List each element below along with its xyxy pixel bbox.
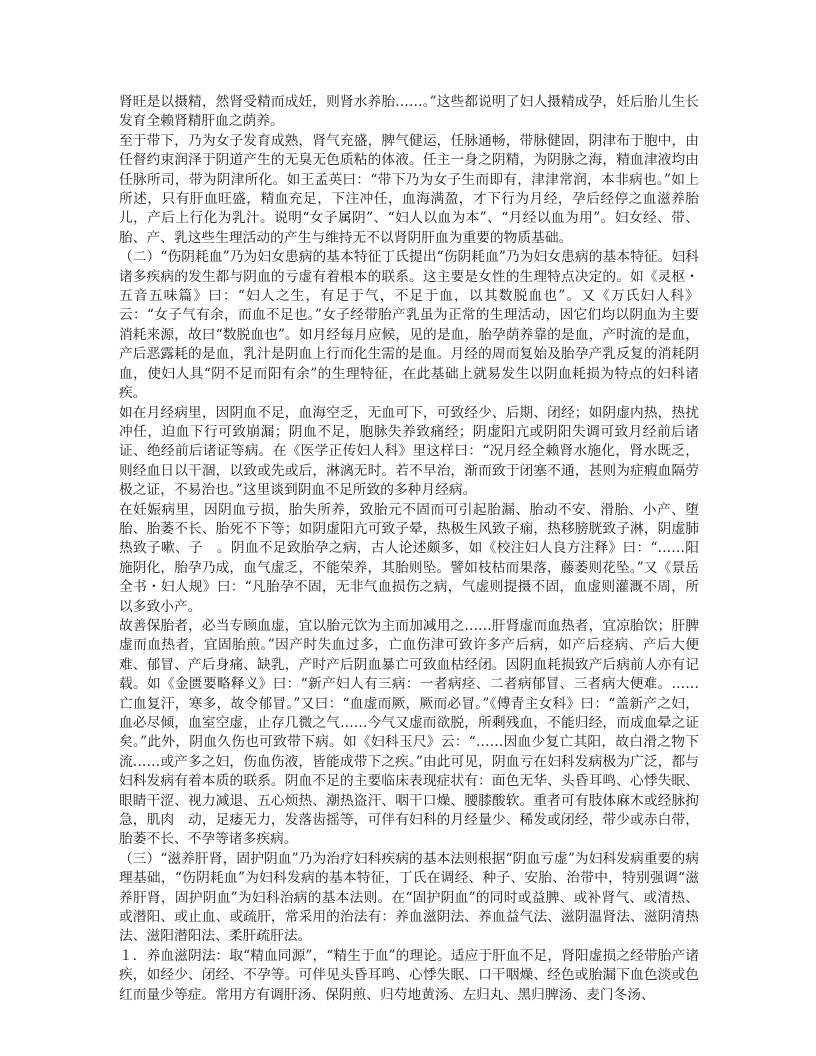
paragraph-8: １．养血滋阴法：取“精血同源”，“精生于血”的理论。适应于肝血不足，肾阳虚损之经带胎产诸疾，如经少、闭经、不孕等。可伴见头昏耳鸣、心悸失眠、口干咽燥、经色或胎漏下血色淡或色红而量少等症。常用方有调肝汤、保阴煎、归芍地黄汤、左归丸、黑归脾汤、麦门冬汤、 [119,947,699,1003]
document-page [119,93,699,1005]
paragraph-2: 至于带下，乃为女子发育成熟，肾气充盛，脾气健运，任脉通畅，带脉健固，阴津布于胞中，由任督约束润泽于阴道产生的无臭无色质粘的体液。任主一身之阴精，为阴脉之海，精血津液均由任脉所司，带为阴津所化。如王孟英曰：“带下乃为女子生而即有，津津常润，本非病也。”如上所述，只有肝血旺盛，精血充足，下注冲任，血海满盈，才下行为月经，孕后经停之血滋养胎儿，产后上行化为乳汁。说明“女子属阴”、“妇人以血为本”、“月经以血为用”。妇女经、带、胎、产、乳这些生理活动的产生与维持无不以肾阴肝血为重要的物质基础。 [119,132,699,246]
paragraph-6: 故善保胎者，必当专顾血虚，宜以胎元饮为主而加减用之……肝肾虚而血热者，宜凉胎饮；肝脾虚而血热者，宜固胎煎。”因产时失血过多，亡血伤津可致许多产后病，如产后痉病、产后大便难、郁冒、产后身痛、缺乳，产时产后阴血暴亡可致血枯经闭。因阴血耗损致产后病前人亦有记载。如《金匮要略释义》曰：“新产妇人有三病：一者病痉、二者病郁冒、三者病大便难。……亡血复汗，寒多，故令郁冒。”又曰：“血虚而厥，厥而必冒。”《傅青主女科》曰：“盖新产之妇，血必尽倾，血室空虚，止存几微之气……今气又虚而欲脱，所剩残血，不能归经，而成血晕之证矣。”此外，阴血久伤也可致带下病。如《妇科玉尺》云：“……因血少复亡其阳，故白滑之物下流……或产多之妇，伤血伤液，皆能成带下之疾。”由此可见，阴血亏在妇科发病极为广泛，都与妇科发病有着本质的联系。阴血不足的主要临床表现症状有：面色无华、头昏耳鸣、心悸失眠、眼睛干涩、视力减退、五心烦热、潮热盗汗、咽干口燥、腰膝酸软。重者可有肢体麻木或经脉拘急，肌肉 动，足痿无力，发落齿摇等，可伴有妇科的月经量少、稀发或闭经，带少或赤白带，胎萎不长、不孕等诸多疾病。 [119,617,699,848]
paragraph-5: 在妊娠病里，因阴血亏损，胎失所养，致胎元不固而可引起胎漏、胎动不安、滑胎、小产、堕胎、胎萎不长、胎死不下等；如阴虚阳亢可致子晕，热极生风致子痫，热移膀胱致子淋，阴虚肺热致子嗽、子 。阴血不足致胎孕之病，古人论述颇多，如《校注妇人良方注释》曰：“……阳施阴化，胎孕乃成，血气虚乏，不能荣养，其胎则坠。譬如枝枯而果落，藤萎则花坠。”又《景岳全书・妇人规》曰：“凡胎孕不固，无非气血损伤之病，气虚则提摄不固，血虚则灌溉不周，所以多致小产。 [119,501,699,615]
paragraph-3: （二）“伤阴耗血”乃为妇女患病的基本特征丁氏提出“伤阴耗血”乃为妇女患病的基本特征。妇科诸多疾病的发生都与阴血的亏虚有着根本的联系。这主要是女性的生理特点决定的。如《灵枢・五音五味篇》曰：“妇人之生，有足于气，不足于血，以其数脱血也”。又《万氏妇人科》云：“女子气有余，而血不足也。”女子经带胎产乳虽为正常的生理活动，因它们均以阴血为主要消耗来源，故曰“数脱血也”。如月经每月应候，见的是血，胎孕荫养靠的是血，产时流的是血，产后恶露耗的是血，乳汁是阴血上行而化生需的是血。月经的周而复始及胎孕产乳反复的消耗阴血，使妇人具“阴不足而阳有余”的生理特征，在此基础上就易发生以阴血耗损为特点的妇科诸疾。 [119,249,699,402]
paragraph-4: 如在月经病里，因阴血不足，血海空乏，无血可下，可致经少、后期、闭经；如阴虚内热，热扰冲任，迫血下行可致崩漏；阴血不足，胞脉失养致痛经；阴虚阳亢或阴阳失调可致月经前后诸证、绝经前后诸证等病。在《医学正传妇人科》里这样曰：“况月经全赖肾水施化，肾水既乏，则经血日以干涸，以致或先或后，淋漓无时。若不早治，渐而致于闭塞不通，甚则为症瘕血隔劳极之证，不易治也。”这里谈到阴血不足所致的多种月经病。 [119,404,699,499]
paragraph-7: （三）“滋养肝肾，固护阴血”乃为治疗妇科疾病的基本法则根据“阴血亏虚”为妇科发病重要的病理基础，“伤阴耗血”为妇科发病的基本特征，丁氏在调经、种子、安胎、治带中，特别强调“滋养肝肾，固护阴血”为妇科治病的基本法则。在“固护阴血”的同时或益脾、或补肾气、或清热、或潜阳、或止血、或疏肝，常采用的治法有：养血滋阴法、养血益气法、滋阴温肾法、滋阴清热法、滋阳潜阳法、柔肝疏肝法。 [119,850,699,945]
paragraph-1: 肾旺是以摄精，然肾受精而成妊，则肾水养胎……。”这些都说明了妇人摄精成孕，妊后胎儿生长发育全赖肾精肝血之荫养。 [119,94,699,130]
